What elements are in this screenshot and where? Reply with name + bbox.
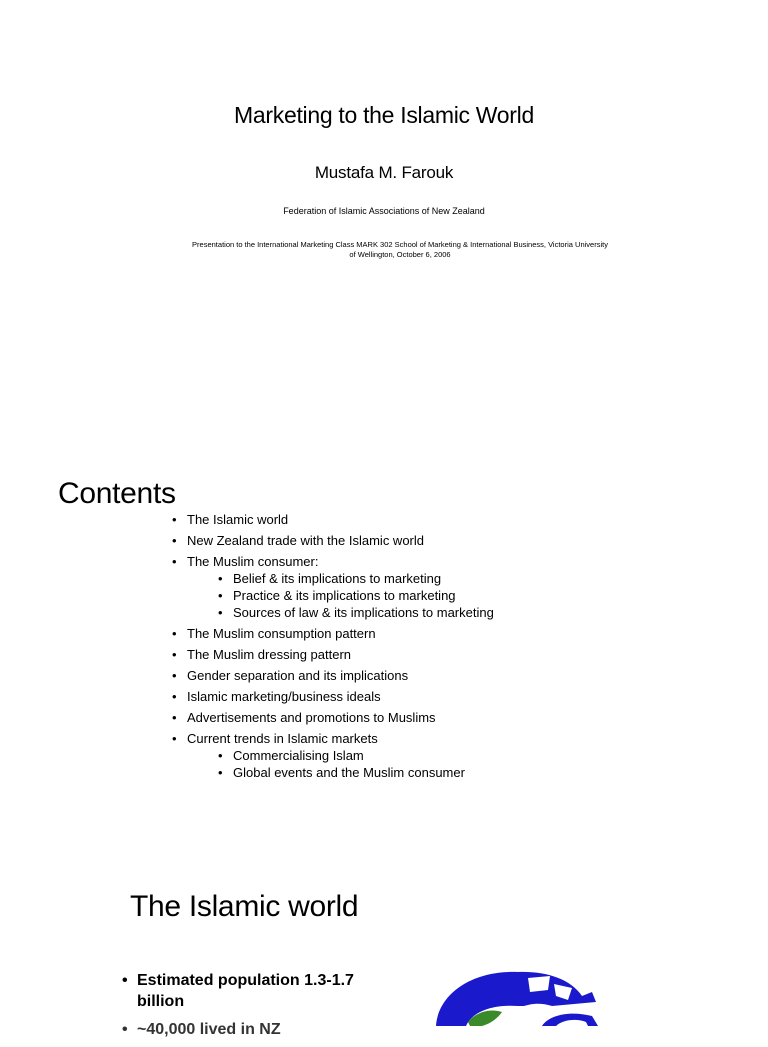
list-item-label: The Muslim consumption pattern	[187, 626, 376, 641]
bullet-list	[120, 970, 380, 1047]
author-name: Mustafa M. Farouk	[314, 163, 454, 182]
sub-list	[187, 571, 494, 620]
presentation-details	[170, 240, 630, 260]
sub-list-item: • Global events and the Muslim consumer	[187, 765, 494, 780]
list-item-label: Current trends in Islamic markets	[187, 731, 378, 746]
list-item-label: The Muslim dressing pattern	[187, 647, 352, 662]
contents-heading: Contents	[58, 477, 176, 510]
list-item	[170, 554, 494, 620]
sub-list-item: • Commercialising Islam	[187, 748, 494, 763]
list-item-label: Islamic marketing/business ideals	[187, 689, 381, 704]
list-item	[170, 533, 494, 548]
list-item	[170, 689, 494, 704]
list-item	[170, 512, 494, 527]
list-item-label: The Muslim consumer:	[187, 554, 319, 569]
list-item	[170, 731, 494, 780]
list-item-label: The Islamic world	[187, 512, 289, 527]
sub-list	[187, 748, 494, 780]
globe-icon	[432, 966, 602, 1026]
bullet-item: • Estimated population 1.3-1.7 billion	[120, 970, 380, 1012]
presentation-details-line-1: Presentation to the International Marketing Class MARK 302 School of Marketing & International Business, Victoria University	[192, 240, 608, 249]
presentation-details-line-2: of Wellington, October 6, 2006	[349, 250, 451, 259]
bullet-item: • ~40,000 lived in NZ	[120, 1019, 380, 1040]
presentation-title: Marketing to the Islamic World	[234, 102, 534, 128]
organization-name: Federation of Islamic Associations of New Zealand	[283, 206, 485, 216]
contents-list	[170, 512, 494, 786]
list-item-label: Advertisements and promotions to Muslims	[187, 710, 436, 725]
list-item	[170, 626, 494, 641]
sub-list-item: • Practice & its implications to marketing	[187, 588, 494, 603]
list-item	[170, 668, 494, 683]
list-item-label: New Zealand trade with the Islamic world	[187, 533, 424, 548]
sub-list-item: • Sources of law & its implications to marketing	[187, 605, 494, 620]
list-item	[170, 710, 494, 725]
slide-heading: The Islamic world	[130, 890, 359, 923]
list-item-label: Gender separation and its implications	[187, 668, 409, 683]
list-item	[170, 647, 494, 662]
sub-list-item: • Belief & its implications to marketing	[187, 571, 494, 586]
